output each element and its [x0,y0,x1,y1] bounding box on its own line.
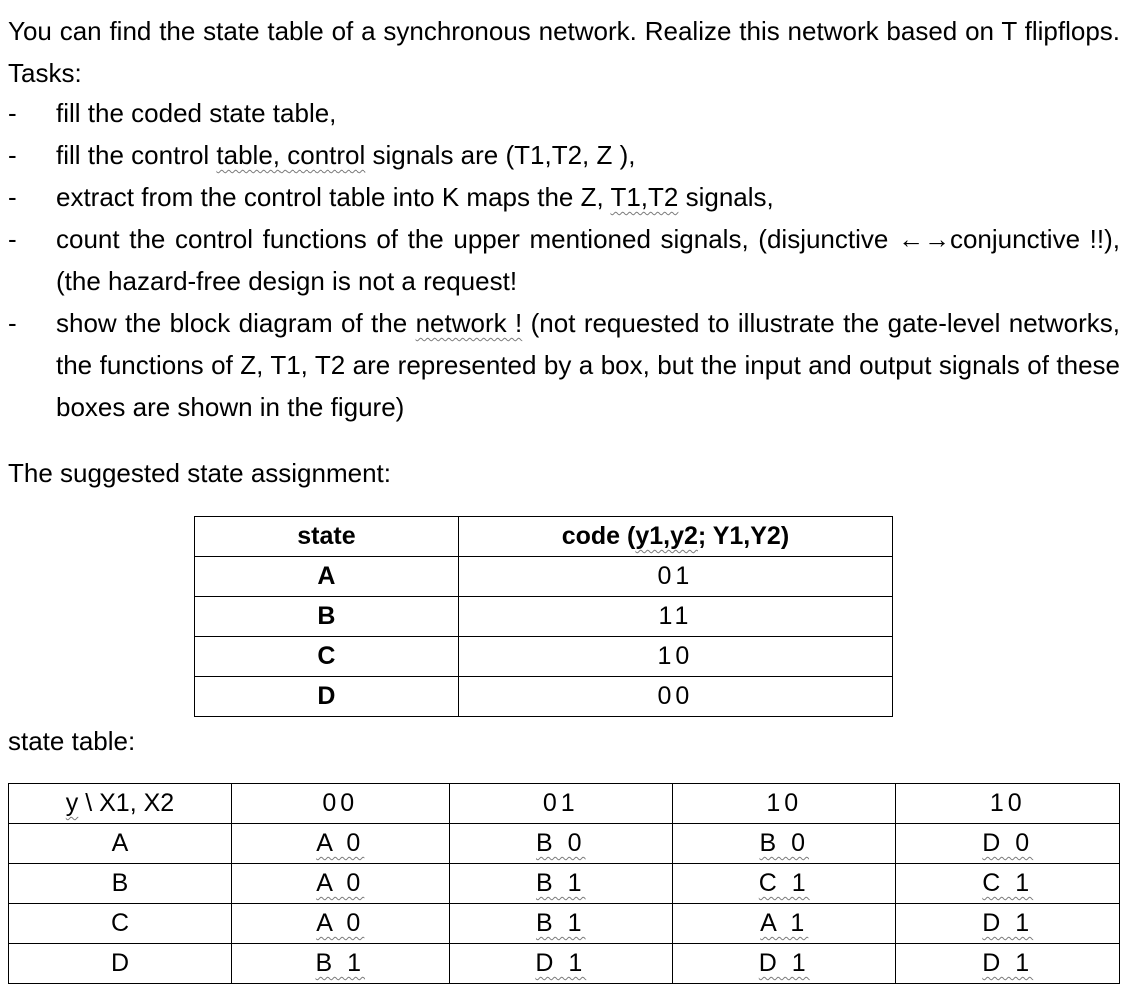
header-input-value: 01 [542,789,579,817]
task-text: extract from the control table into K maps the Z, [56,182,611,212]
task-text: signals are (T1,T2, Z ), [365,140,636,170]
transition-value: B 0 [536,829,586,857]
table-row [9,824,1120,864]
state-cell: D [195,677,459,717]
task-item-fill-coded-table [8,92,1120,134]
transition-cell [673,904,896,944]
transition-value: D 1 [758,949,810,977]
transition-cell [232,864,450,904]
code-cell: 01 [458,557,892,597]
intro-paragraph [8,10,1120,94]
transition-value: B 1 [536,869,586,897]
transition-value: A 0 [316,869,365,897]
state-table [8,783,1120,984]
table-header-row [195,517,893,557]
task-text: fill the control [56,140,217,170]
state-assignment-table [194,516,893,717]
state-cell: C [195,637,459,677]
header-input-col [232,784,450,824]
header-input-value: 10 [989,789,1026,817]
table-row [9,944,1120,984]
transition-cell [673,824,896,864]
transition-value: A 1 [760,909,809,937]
transition-value: D 1 [982,909,1034,937]
table-row [195,677,893,717]
intro-text: You can find the state table of a synchronous network. Realize this network based on T flipflops. Tasks: [8,16,1120,88]
transition-cell [896,824,1120,864]
task-item-fill-control-table [8,134,1120,176]
transition-cell [673,864,896,904]
spellcheck-word: network ! [415,308,523,338]
row-state-cell: D [9,944,232,984]
transition-value: B 0 [759,829,810,857]
suggested-assignment-label: The suggested state assignment: [8,458,392,488]
transition-value: A 0 [316,829,365,857]
transition-cell [896,904,1120,944]
header-input-col [673,784,896,824]
transition-cell [449,904,672,944]
task-text: show the block diagram of the [56,308,416,338]
transition-cell [896,864,1120,904]
task-text: (not requested to illustrate the gate-level networks, the functions of Z, T1, T2 are represented by a box, but the input and output signals of these boxes are shown in the figure) [56,308,1120,422]
table-header-row [9,784,1120,824]
row-state-cell: C [9,904,232,944]
transition-value: D 1 [535,949,587,977]
transition-cell [232,944,450,984]
header-code-prefix: code ( [561,522,636,550]
table-row [195,557,893,597]
transition-value: D 0 [982,829,1034,857]
transition-cell [232,824,450,864]
row-state-cell: B [9,864,232,904]
bullet-dash: - [8,308,17,338]
header-input-col [449,784,672,824]
transition-cell [896,944,1120,984]
state-cell: B [195,597,459,637]
transition-cell [449,864,672,904]
header-state: state [195,517,459,557]
header-code-y: y1,y2 [635,522,698,550]
table-row [195,597,893,637]
state-table-label: state table: [8,726,136,756]
task-item-block-diagram [8,302,1120,428]
header-input-value: 00 [322,789,359,817]
spellcheck-word: control [287,140,366,170]
table-row [195,637,893,677]
transition-value: B 1 [315,949,366,977]
header-code-suffix: ; Y1,Y2) [697,522,790,550]
task-item-count-functions [8,218,1120,302]
header-input-value: 10 [766,789,803,817]
header-corner-y: y [65,789,79,817]
task-text: signals, [678,182,774,212]
task-list [8,92,1120,428]
table-row [9,864,1120,904]
code-cell: 00 [458,677,892,717]
bullet-dash: - [8,224,17,254]
transition-value: D 1 [982,949,1034,977]
code-cell: 10 [458,637,892,677]
task-text: fill the coded state table, [56,98,337,128]
task-item-extract-k-maps [8,176,1120,218]
transition-cell [232,904,450,944]
spellcheck-word: T1,T2 [610,182,679,212]
bullet-dash: - [8,98,17,128]
transition-value: C 1 [982,869,1034,897]
transition-value: B 1 [536,909,586,937]
header-code [458,517,892,557]
header-input-col [896,784,1120,824]
bullet-dash: - [8,182,17,212]
header-corner-rest: \ X1, X2 [78,789,175,817]
table-row [9,904,1120,944]
spellcheck-word: table, [216,140,281,170]
task-text: count the control functions of the upper mentioned signals, (disjunctive ←→conjunctive !!), (the hazard-free design is not a request! [56,224,1120,296]
bullet-dash: - [8,140,17,170]
transition-cell [449,944,672,984]
transition-cell [673,944,896,984]
code-cell: 11 [458,597,892,637]
state-cell: A [195,557,459,597]
transition-value: A 0 [316,909,365,937]
transition-value: C 1 [758,869,810,897]
header-corner [9,784,232,824]
row-state-cell: A [9,824,232,864]
transition-cell [449,824,672,864]
